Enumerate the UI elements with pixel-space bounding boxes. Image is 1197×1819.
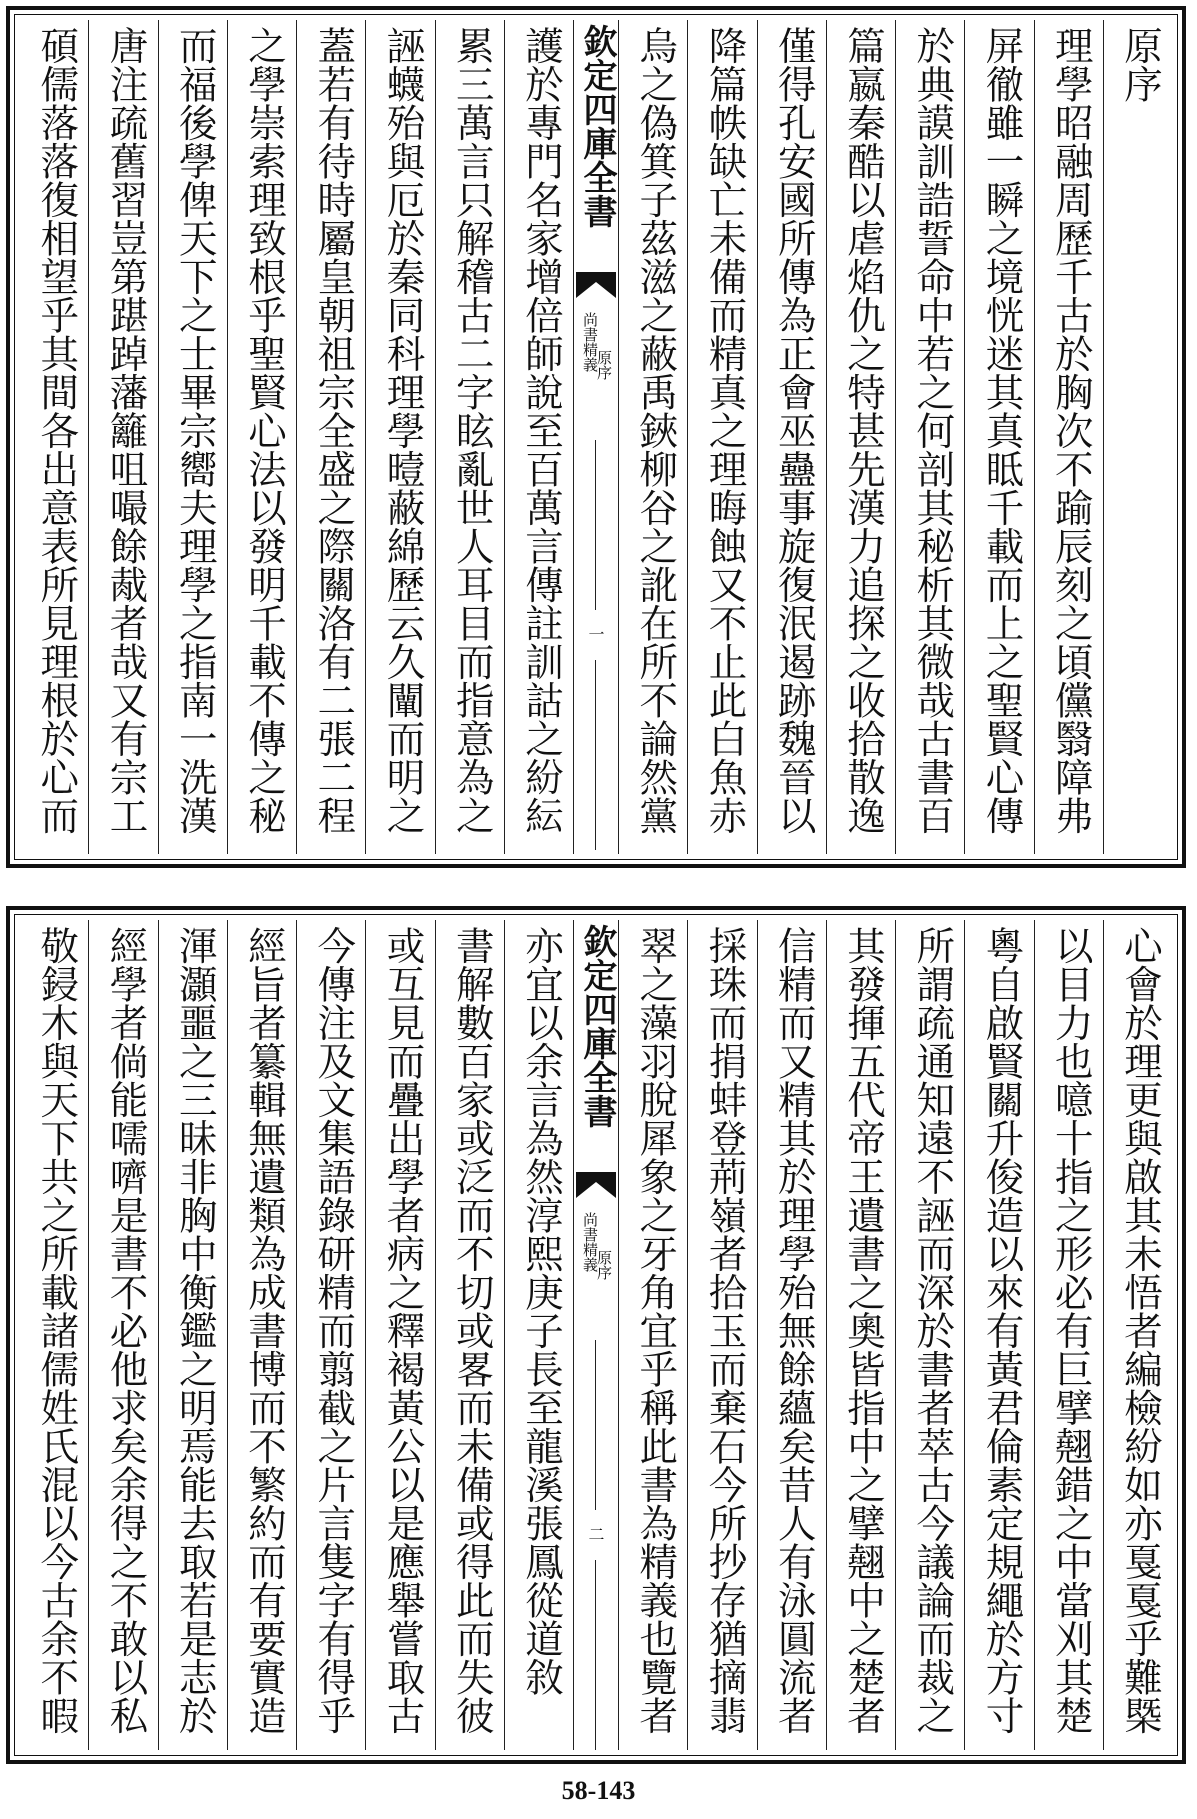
text-column: 所謂疏通知遠不誣而深於書者萃古今議論而裁之: [895, 920, 964, 1750]
text-column: 屏徹雖一瞬之境恍迷其真眡千載而上之聖賢心傳: [964, 20, 1033, 854]
page-number: 二: [586, 1526, 605, 1542]
text-column: 唐注疏舊習豈第踸踔藩籬咀嘬餘胾者哉又有宗工: [88, 20, 157, 854]
text-column: 累三萬言只解稽古二字眩亂世人耳目而指意為之: [435, 20, 504, 854]
margin-rule: [595, 660, 596, 850]
library-title: 欽定四庫全書: [577, 24, 617, 228]
text-column: 經旨者纂輯無遺類為成書博而不繁約而有要實造: [227, 920, 296, 1750]
text-column: 渾灝噩之三昧非胸中衡鑑之明焉能去取若是志於: [158, 920, 227, 1750]
book-title: 尚書精義: [581, 1212, 599, 1272]
text-column: 亦宜以余言為然淳熙庚子長至龍溪張鳳從道敘: [504, 920, 573, 1750]
text-column-heading: 原序: [1103, 20, 1172, 854]
text-column: 今傳注及文集語錄研精而翦截之片言隻字有得乎: [296, 920, 365, 1750]
text-column: 理學昭融周歷千古於胸次不踰辰刻之頃儻翳障弗: [1034, 20, 1103, 854]
page-one-columns: [20, 20, 1172, 854]
margin-rule: [595, 440, 596, 610]
page-number: 一: [586, 626, 605, 642]
text-column: 護於專門名家增倍師說至百萬言傳註訓詁之紛紜: [504, 20, 573, 854]
text-column: 以目力也噫十指之形必有巨擘翹錯之中當刈其楚: [1034, 920, 1103, 1750]
text-column: 於典謨訓誥誓命中若之何剖其秘析其微哉古書百: [895, 20, 964, 854]
text-column: 碩儒落落復相望乎其間各出意表所見理根於心而: [34, 26, 80, 835]
book-title: 尚書精義: [581, 312, 599, 372]
text-column: 粵自啟賢關升俊造以來有黃君倫素定規繩於方寸: [964, 920, 1033, 1750]
text-column: 僅得孔安國所傳為正會巫蠱事旋復泯遏跡魏晉以: [757, 20, 826, 854]
fish-tail-mark-icon: [576, 272, 616, 298]
page-two: [6, 906, 1186, 1764]
fish-tail-mark-icon: [576, 1172, 616, 1198]
margin-rule: [595, 1560, 596, 1750]
text-column: 篇嬴秦酷以虐焰仇之特甚先漢力追探之收拾散逸: [826, 20, 895, 854]
text-column: 之學崇索理致根乎聖賢心法以發明千載不傳之秘: [227, 20, 296, 854]
text-column: 信精而又精其於理學殆無餘蘊矣昔人有泳圓流者: [757, 920, 826, 1750]
library-title: 欽定四庫全書: [577, 924, 617, 1128]
text-column: 採珠而捐蚌登荊嶺者拾玉而棄石今所抄存猶摘翡: [687, 920, 756, 1750]
text-column: 降篇帙缺亡未備而精真之理晦蝕又不止此白魚赤: [687, 20, 756, 854]
page-one: [6, 6, 1186, 868]
text-column: 誣蠛殆與厄於秦同科理學曀蔽綿歷云久闡而明之: [365, 20, 434, 854]
center-margin-block: [573, 920, 618, 1750]
center-margin-block: [573, 20, 618, 854]
text-column: 蓋若有待時屬皇朝祖宗全盛之際關洛有二張二程: [296, 20, 365, 854]
text-column: 或互見而疊出學者病之釋褐黃公以是應舉嘗取古: [365, 920, 434, 1750]
text-column: 烏之偽箕子茲滋之蔽禹鋏柳谷之訛在所不論然黨: [618, 20, 687, 854]
text-column: 經學者倘能嚅嚌是書不必他求矣余得之不敢以私: [88, 920, 157, 1750]
text-column: 而福後學俾天下之士畢宗嚮夫理學之指南一洗漢: [158, 20, 227, 854]
margin-rule: [595, 1340, 596, 1510]
volume-page-number: 58-143: [561, 1776, 636, 1805]
text-column: 其發揮五代帝王遺書之奧皆指中之擘翹中之楚者: [826, 920, 895, 1750]
section-title: 原序: [595, 1250, 613, 1280]
text-column: 翠之藻羽脫犀象之牙角宜乎稱此書為精義也覽者: [618, 920, 687, 1750]
text-column: 敬鋟木與天下共之所載諸儒姓氏混以今古余不暇: [34, 926, 80, 1735]
text-column: 書解數百家或泛而不切或畧而未備或得此而失彼: [435, 920, 504, 1750]
page-two-columns: [20, 920, 1172, 1750]
text-column: 心會於理更與啟其未悟者編檢紛如亦戛戛乎難槩: [1103, 920, 1172, 1750]
section-title: 原序: [595, 350, 613, 380]
